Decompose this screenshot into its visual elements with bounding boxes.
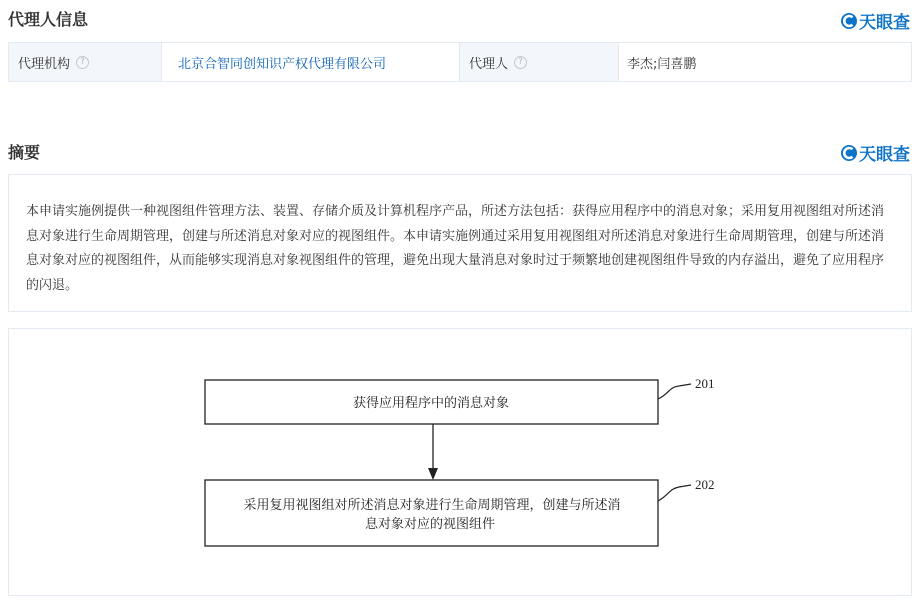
agent-section-title: 代理人信息 bbox=[8, 10, 89, 29]
abstract-section-title: 摘要 bbox=[8, 143, 41, 162]
agency-label-cell bbox=[9, 43, 162, 81]
logo-text: 天眼查 bbox=[859, 13, 910, 33]
flowchart-arrow-head bbox=[428, 468, 438, 480]
tianyancha-logo[interactable] bbox=[840, 8, 910, 33]
flowchart-step2-leader bbox=[658, 485, 691, 501]
flowchart-step2-text-line1: 采用复用视图组对所述消息对象进行生命周期管理，创建与所述消 bbox=[243, 498, 621, 513]
flowchart-step2-text-line2: 息对象对应的视图组件 bbox=[364, 517, 496, 532]
agent-info-table bbox=[8, 42, 912, 82]
agent-names: 李杰;闫喜鹏 bbox=[627, 56, 697, 72]
flowchart-step1-label: 201 bbox=[695, 376, 715, 391]
agency-label: 代理机构 bbox=[18, 56, 71, 72]
agent-value-cell bbox=[619, 43, 911, 81]
agency-value-cell bbox=[162, 43, 460, 81]
help-icon[interactable]: ? bbox=[76, 56, 89, 69]
logo-text: 天眼查 bbox=[859, 145, 910, 165]
abstract-text: 本申请实施例提供一种视图组件管理方法、装置、存储介质及计算机程序产品，所述方法包括：获得应用程序中的消息对象；采用复用视图组对所述消息对象进行生命周期管理，创建与所述消息对象对应的视图组件。本申请实施例通过采用复用视图组对所述消息对象进行生命周期管理，创建与所述消息对象对应的视图组件，从而能够实现消息对象视图组件的管理，避免出现大量消息对象时过于频繁地创建视图组件导致的内存溢出，避免了应用程序的闪退。 bbox=[26, 204, 885, 293]
flowchart-step1-text: 获得应用程序中的消息对象 bbox=[352, 396, 510, 411]
flowchart-step2-box bbox=[205, 480, 658, 546]
agent-label-cell bbox=[460, 43, 619, 81]
tianyancha-logo[interactable] bbox=[840, 140, 910, 165]
agency-link[interactable]: 北京合智同创知识产权代理有限公司 bbox=[178, 56, 387, 72]
flowchart-step2-label: 202 bbox=[695, 477, 715, 492]
tianyancha-logo-icon bbox=[840, 12, 858, 30]
help-icon[interactable]: ? bbox=[514, 56, 527, 69]
abstract-figure bbox=[8, 328, 912, 596]
flowchart-step1-leader bbox=[658, 384, 691, 399]
flowchart-diagram bbox=[9, 329, 911, 595]
tianyancha-logo-icon bbox=[840, 144, 858, 162]
abstract-box bbox=[8, 174, 912, 312]
agent-label: 代理人 bbox=[469, 56, 509, 72]
